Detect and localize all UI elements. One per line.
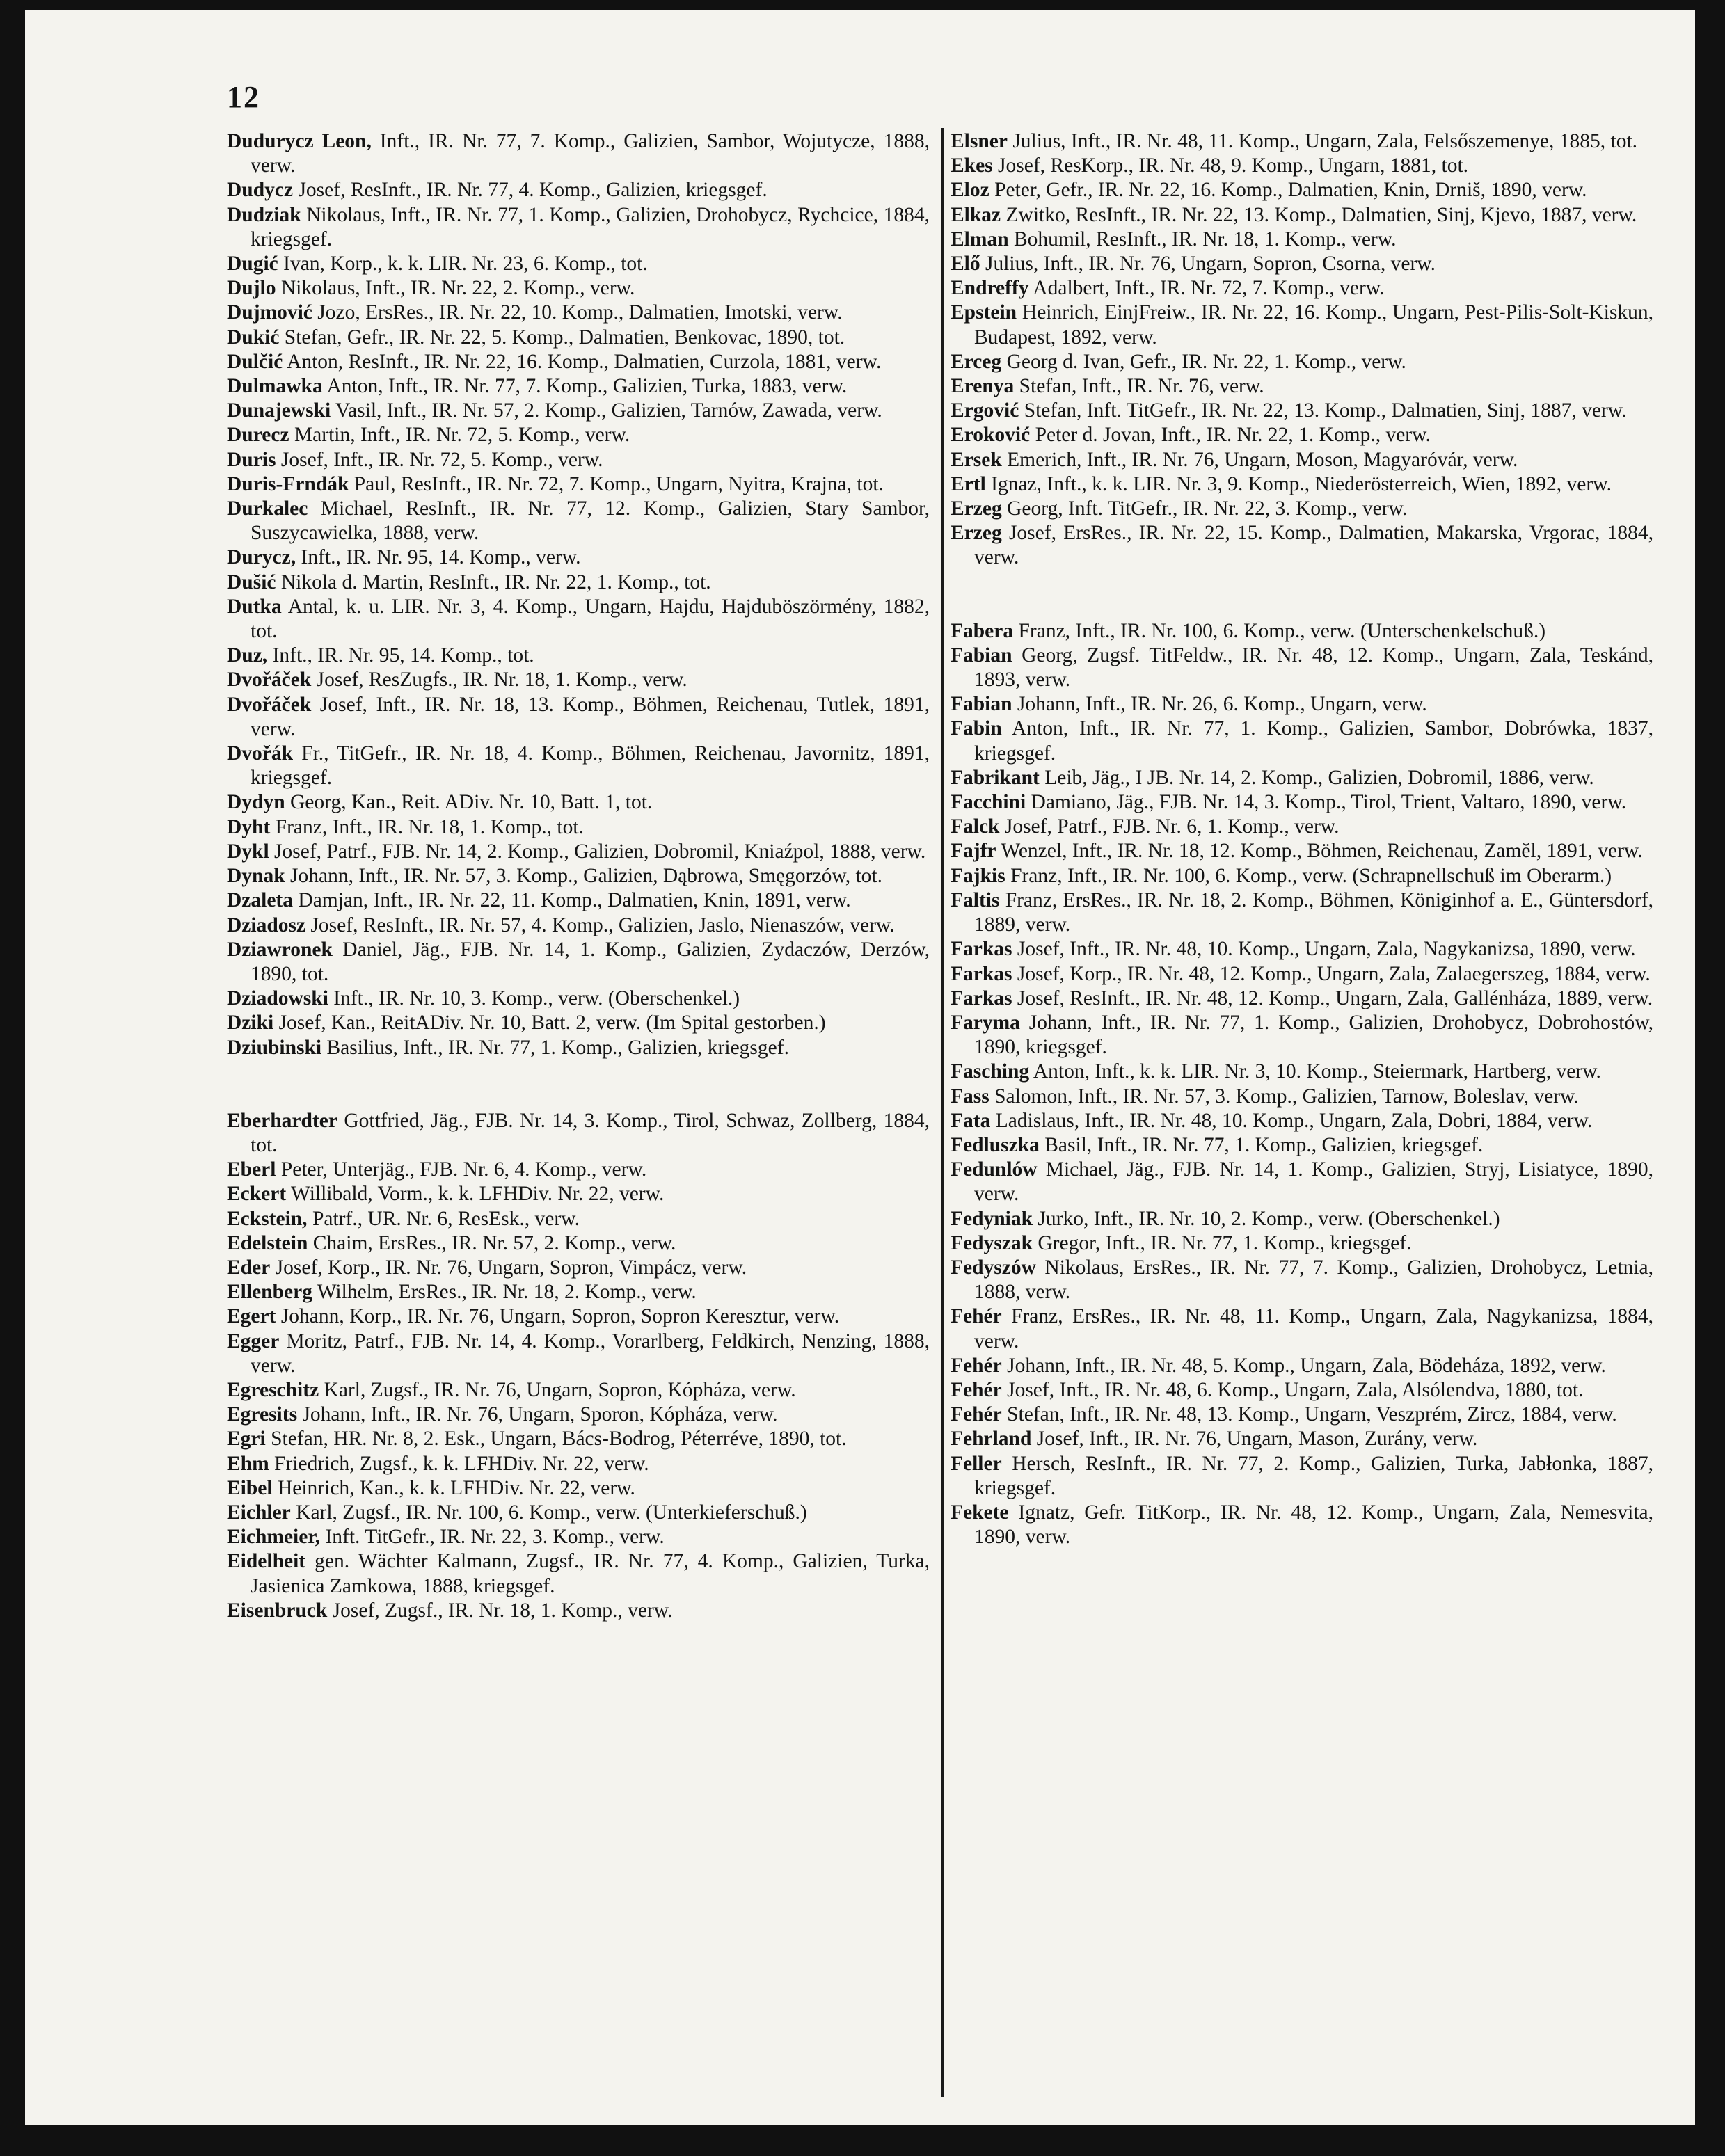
- entry: [951, 1109, 1653, 1133]
- entry-text: Josef, Kan., ReitADiv. Nr. 10, Batt. 2, verw. (Im Spital gestorben.): [273, 1012, 826, 1035]
- entry: [227, 1109, 930, 1158]
- section-d-entries: [227, 129, 930, 1060]
- entry-name: Eidelheit: [227, 1550, 306, 1573]
- entry-text: Georg d. Ivan, Gefr., IR. Nr. 22, 1. Komp., verw.: [1001, 350, 1406, 373]
- entry: [951, 1231, 1653, 1256]
- entry: [227, 1378, 930, 1403]
- entry: [227, 913, 930, 938]
- entry: [951, 1452, 1653, 1501]
- entry: [951, 301, 1653, 349]
- entry: [951, 129, 1653, 154]
- left-column: [227, 129, 930, 1623]
- entry-name: Fehér: [951, 1354, 1002, 1377]
- entry: [227, 938, 930, 987]
- entry: [227, 570, 930, 595]
- entry-text: Inft. TitGefr., IR. Nr. 22, 3. Komp., verw.: [320, 1526, 665, 1549]
- entry-name: Eder: [227, 1256, 271, 1279]
- entry: [227, 1256, 930, 1280]
- entry: [227, 423, 930, 447]
- entry-text: Franz, Inft., IR. Nr. 100, 6. Komp., verw. (Schrapnellschuß im Oberarm.): [1005, 864, 1612, 887]
- entry: [227, 252, 930, 276]
- entry: [951, 619, 1653, 644]
- entry: [951, 717, 1653, 765]
- entry-text: Josef, Korp., IR. Nr. 48, 12. Komp., Ungarn, Zala, Zalaegerszeg, 1884, verw.: [1012, 962, 1651, 985]
- entry: [227, 276, 930, 301]
- entry-name: Egert: [227, 1305, 276, 1328]
- entry: [227, 178, 930, 202]
- entry-name: Fabera: [951, 619, 1014, 642]
- entry-text: Willibald, Vorm., k. k. LFHDiv. Nr. 22, verw.: [286, 1183, 665, 1206]
- entry-name: Feller: [951, 1452, 1002, 1475]
- entry: [227, 644, 930, 668]
- entry-text: Inft., IR. Nr. 95, 14. Komp., tot.: [267, 644, 534, 667]
- entry-name: Dunajewski: [227, 399, 331, 422]
- entry: [227, 864, 930, 888]
- column-divider: [941, 128, 944, 2097]
- entry-text: Inft., IR. Nr. 10, 3. Komp., verw. (Oberschenkel.): [328, 987, 740, 1010]
- entry-name: Fedyszów: [951, 1256, 1036, 1279]
- entry: [951, 1403, 1653, 1427]
- entry-name: Fehér: [951, 1403, 1002, 1426]
- entry-text: Georg, Zugsf. TitFeldw., IR. Nr. 48, 12. Komp., Ungarn, Zala, Teskánd, 1893, verw.: [974, 644, 1653, 692]
- entry: [227, 301, 930, 325]
- entry-text: Peter d. Jovan, Inft., IR. Nr. 22, 1. Komp., verw.: [1030, 424, 1431, 447]
- entry-text: Stefan, HR. Nr. 8, 2. Esk., Ungarn, Bács-Bodrog, Péterréve, 1890, tot.: [265, 1428, 847, 1451]
- entry-text: Hersch, ResInft., IR. Nr. 77, 2. Komp., Galizien, Turka, Jabłonka, 1887, kriegsgef.: [974, 1452, 1653, 1499]
- entry-text: Bohumil, ResInft., IR. Nr. 18, 1. Komp., verw.: [1008, 227, 1397, 250]
- entry: [227, 1599, 930, 1623]
- entry: [227, 1182, 930, 1206]
- entry-name: Dziadosz: [227, 913, 306, 936]
- entry-name: Eichmeier,: [227, 1526, 321, 1549]
- entry: [227, 203, 930, 252]
- entry: [951, 644, 1653, 692]
- entry-name: Eichler: [227, 1501, 291, 1524]
- entry: [227, 1207, 930, 1231]
- entry-text: Heinrich, Kan., k. k. LFHDiv. Nr. 22, verw.: [272, 1476, 635, 1499]
- entry-name: Eberhardter: [227, 1109, 337, 1132]
- entry-text: Nikola d. Martin, ResInft., IR. Nr. 22, 1. Komp., tot.: [276, 570, 711, 593]
- entry: [227, 1403, 930, 1427]
- entry-name: Fabin: [951, 717, 1002, 740]
- entry-text: Franz, Inft., IR. Nr. 18, 1. Komp., tot.: [270, 815, 584, 838]
- entry: [227, 1427, 930, 1451]
- entry-name: Endreffy: [951, 277, 1029, 300]
- entry: [951, 1158, 1653, 1206]
- entry-name: Dzaleta: [227, 889, 294, 912]
- entry: [951, 227, 1653, 252]
- entry: [951, 1304, 1653, 1353]
- entry: [951, 1501, 1653, 1549]
- entry-text: Franz, Inft., IR. Nr. 100, 6. Komp., verw. (Unterschenkelschuß.): [1013, 619, 1546, 642]
- entry-name: Egger: [227, 1329, 280, 1352]
- entry-text: Josef, ResInft., IR. Nr. 48, 12. Komp., Ungarn, Zala, Gallénháza, 1889, verw.: [1012, 987, 1653, 1009]
- entry-text: Anton, Inft., IR. Nr. 77, 1. Komp., Galizien, Sambor, Dobrówka, 1837, kriegsgef.: [974, 717, 1653, 765]
- section-f-entries: [951, 619, 1653, 1550]
- entry-name: Ehm: [227, 1452, 269, 1475]
- entry-text: Georg, Kan., Reit. ADiv. Nr. 10, Batt. 1, tot.: [285, 791, 653, 814]
- entry: [227, 1329, 930, 1378]
- entry-name: Dyht: [227, 815, 271, 838]
- entry: [951, 1256, 1653, 1304]
- entry-text: Gottfried, Jäg., FJB. Nr. 14, 3. Komp., Tirol, Schwaz, Zollberg, 1884, tot.: [251, 1109, 930, 1156]
- entry-text: Anton, Inft., k. k. LIR. Nr. 3, 10. Komp., Steiermark, Hartberg, verw.: [1029, 1060, 1601, 1083]
- entry-name: Fehrland: [951, 1428, 1032, 1451]
- entry: [227, 1304, 930, 1329]
- entry: [227, 472, 930, 497]
- entry-name: Fedluszka: [951, 1133, 1040, 1156]
- entry: [951, 1354, 1653, 1378]
- entry: [227, 815, 930, 840]
- entry-name: Ergović: [951, 399, 1019, 422]
- entry: [951, 472, 1653, 497]
- entry: [951, 790, 1653, 815]
- entry-text: Anton, ResInft., IR. Nr. 22, 16. Komp., Dalmatien, Curzola, 1881, verw.: [283, 350, 882, 373]
- entry-text: Josef, Patrf., FJB. Nr. 6, 1. Komp., verw.: [999, 815, 1340, 838]
- entry: [951, 203, 1653, 227]
- entry-text: Peter, Gefr., IR. Nr. 22, 16. Komp., Dalmatien, Knin, Drniš, 1890, verw.: [989, 179, 1587, 202]
- entry: [951, 1133, 1653, 1158]
- entry-text: Karl, Zugsf., IR. Nr. 76, Ungarn, Sopron, Kópháza, verw.: [319, 1378, 796, 1401]
- entry-text: Fr., TitGefr., IR. Nr. 18, 4. Komp., Böhmen, Reichenau, Javornitz, 1891, kriegsgef.: [251, 742, 930, 790]
- entry-name: Fasching: [951, 1060, 1030, 1083]
- entry-text: Paul, ResInft., IR. Nr. 72, 7. Komp., Ungarn, Nyitra, Krajna, tot.: [349, 472, 884, 495]
- entry-text: Josef, Zugsf., IR. Nr. 18, 1. Komp., verw.: [327, 1599, 673, 1622]
- entry: [227, 595, 930, 644]
- entry-name: Ersek: [951, 448, 1002, 471]
- entry: [951, 374, 1653, 399]
- entry-text: Georg, Inft. TitGefr., IR. Nr. 22, 3. Komp., verw.: [1001, 497, 1408, 520]
- entry-text: Josef, ResInft., IR. Nr. 57, 4. Komp., Galizien, Jaslo, Nienaszów, verw.: [305, 913, 895, 936]
- entry: [951, 423, 1653, 447]
- entry-name: Egri: [227, 1428, 266, 1451]
- entry: [227, 1501, 930, 1525]
- entry: [227, 1525, 930, 1549]
- entry-text: Jurko, Inft., IR. Nr. 10, 2. Komp., verw. (Oberschenkel.): [1033, 1207, 1500, 1230]
- entry-text: Inft., IR. Nr. 95, 14. Komp., verw.: [296, 546, 581, 569]
- entry-text: Jozo, ErsRes., IR. Nr. 22, 10. Komp., Dalmatien, Imotski, verw.: [312, 301, 843, 324]
- entry-text: Josef, Inft., IR. Nr. 76, Ungarn, Mason, Zurány, verw.: [1031, 1428, 1478, 1451]
- entry: [227, 326, 930, 350]
- entry-text: Emerich, Inft., IR. Nr. 76, Ungarn, Moson, Magyaróvár, verw.: [1001, 448, 1518, 471]
- entry-text: Zwitko, ResInft., IR. Nr. 22, 13. Komp., Dalmatien, Sinj, Kjevo, 1887, verw.: [1001, 203, 1637, 226]
- entry: [227, 888, 930, 913]
- entry: [227, 1036, 930, 1060]
- entry: [951, 1378, 1653, 1403]
- entry-text: Wenzel, Inft., IR. Nr. 18, 12. Komp., Böhmen, Reichenau, Zamĕl, 1891, verw.: [996, 840, 1643, 863]
- entry-text: Julius, Inft., IR. Nr. 76, Ungarn, Sopron, Csorna, verw.: [980, 253, 1436, 276]
- entry-text: Ivan, Korp., k. k. LIR. Nr. 23, 6. Komp., tot.: [278, 253, 648, 276]
- entry-name: Dujmović: [227, 301, 312, 324]
- entry-name: Elman: [951, 227, 1009, 250]
- entry-name: Durkalec: [227, 497, 308, 520]
- entry-text: Antal, k. u. LIR. Nr. 3, 4. Komp., Ungarn, Hajdu, Hajduböszörmény, 1882, tot.: [251, 595, 930, 643]
- entry-name: Dulmawka: [227, 375, 323, 398]
- entry-name: Fajfr: [951, 840, 996, 863]
- entry-text: Johann, Korp., IR. Nr. 76, Ungarn, Sopron, Sopron Keresztur, verw.: [276, 1305, 840, 1328]
- entry-name: Fehér: [951, 1378, 1002, 1401]
- entry-name: Dudurycz Leon,: [227, 130, 372, 152]
- entry-name: Durecz: [227, 424, 289, 447]
- entry: [951, 497, 1653, 521]
- entry: [951, 350, 1653, 374]
- entry-name: Dvořák: [227, 742, 294, 765]
- entry-text: Daniel, Jäg., FJB. Nr. 14, 1. Komp., Galizien, Zydaczów, Derzów, 1890, tot.: [251, 938, 930, 985]
- entry: [951, 154, 1653, 178]
- entry-name: Fabrikant: [951, 766, 1040, 789]
- entry-name: Eberl: [227, 1158, 276, 1181]
- entry-text: Wilhelm, ErsRes., IR. Nr. 18, 2. Komp., verw.: [312, 1281, 697, 1304]
- entry: [951, 692, 1653, 717]
- entry-text: Ignatz, Gefr. TitKorp., IR. Nr. 48, 12. Komp., Ungarn, Zala, Nemesvita, 1890, verw.: [974, 1501, 1653, 1549]
- entry-text: Nikolaus, Inft., IR. Nr. 77, 1. Komp., Galizien, Drohobycz, Rychcice, 1884, kriegsgef.: [251, 203, 930, 250]
- entry-name: Duz,: [227, 644, 268, 667]
- entry-name: Elő: [951, 253, 980, 276]
- entry-name: Dušić: [227, 570, 276, 593]
- entry-text: Basilius, Inft., IR. Nr. 77, 1. Komp., Galizien, kriegsgef.: [321, 1036, 789, 1059]
- entry-name: Ellenberg: [227, 1281, 312, 1304]
- entry-text: Ignaz, Inft., k. k. LIR. Nr. 3, 9. Komp., Niederösterreich, Wien, 1892, verw.: [985, 472, 1612, 495]
- entry-text: Basil, Inft., IR. Nr. 77, 1. Komp., Galizien, kriegsgef.: [1039, 1133, 1484, 1156]
- entry: [951, 252, 1653, 276]
- entry-name: Eisenbruck: [227, 1599, 328, 1622]
- entry-name: Eckert: [227, 1183, 287, 1206]
- entry-text: Stefan, Inft. TitGefr., IR. Nr. 22, 13. Komp., Dalmatien, Sinj, 1887, verw.: [1019, 399, 1627, 422]
- entry: [951, 448, 1653, 472]
- entry-name: Dziawronek: [227, 938, 333, 961]
- entry-name: Fajkis: [951, 864, 1005, 887]
- entry: [227, 1158, 930, 1182]
- entry-text: Johann, Inft., IR. Nr. 77, 1. Komp., Galizien, Drohobycz, Dobrohostów, 1890, kriegsgef.: [974, 1011, 1653, 1059]
- entry-text: Leib, Jäg., I JB. Nr. 14, 2. Komp., Galizien, Dobromil, 1886, verw.: [1039, 766, 1594, 789]
- entry: [951, 1011, 1653, 1060]
- entry-name: Egreschitz: [227, 1378, 319, 1401]
- entry-name: Duris: [227, 448, 276, 471]
- entry-text: Patrf., UR. Nr. 6, ResEsk., verw.: [307, 1207, 580, 1230]
- entry: [951, 276, 1653, 301]
- entry-name: Dydyn: [227, 791, 285, 814]
- document-page: [25, 10, 1695, 2125]
- entry: [951, 1085, 1653, 1109]
- entry-text: Friedrich, Zugsf., k. k. LFHDiv. Nr. 22, verw.: [269, 1452, 649, 1475]
- entry-text: Johann, Inft., IR. Nr. 26, 6. Komp., Ungarn, verw.: [1012, 693, 1427, 716]
- entry-name: Edelstein: [227, 1231, 308, 1254]
- entry-name: Dziadowski: [227, 987, 328, 1010]
- entry-name: Dukić: [227, 326, 280, 349]
- entry-text: gen. Wächter Kalmann, Zugsf., IR. Nr. 77, 4. Komp., Galizien, Turka, Jasienica Zamkowa, 1888, kriegsgef.: [251, 1550, 930, 1597]
- entry-name: Dvořáček: [227, 669, 312, 692]
- entry: [951, 839, 1653, 863]
- entry-name: Eroković: [951, 424, 1031, 447]
- entry: [227, 840, 930, 864]
- entry: [227, 1452, 930, 1476]
- entry-name: Erzeg: [951, 497, 1002, 520]
- entry-text: Peter, Unterjäg., FJB. Nr. 6, 4. Komp., verw.: [276, 1158, 647, 1181]
- entry: [227, 742, 930, 790]
- entry-text: Damjan, Inft., IR. Nr. 22, 11. Komp., Dalmatien, Knin, 1891, verw.: [293, 889, 851, 912]
- entry-name: Fass: [951, 1085, 989, 1108]
- entry: [951, 1427, 1653, 1451]
- entry-name: Falck: [951, 815, 1000, 838]
- page-number: 12: [227, 80, 260, 114]
- entry: [227, 693, 930, 742]
- entry-name: Fabian: [951, 693, 1012, 716]
- entry-name: Durycz,: [227, 546, 296, 569]
- entry-name: Dudycz: [227, 179, 294, 202]
- entry-name: Fedyszak: [951, 1231, 1033, 1254]
- entry: [227, 448, 930, 472]
- entry: [951, 937, 1653, 961]
- right-column: [951, 129, 1653, 1549]
- entry: [951, 766, 1653, 790]
- entry: [227, 987, 930, 1011]
- entry-text: Johann, Inft., IR. Nr. 76, Ungarn, Sporon, Kópháza, verw.: [297, 1403, 778, 1426]
- entry-name: Elsner: [951, 130, 1008, 152]
- entry-text: Adalbert, Inft., IR. Nr. 72, 7. Komp., verw.: [1028, 277, 1385, 300]
- entry-text: Damiano, Jäg., FJB. Nr. 14, 3. Komp., Tirol, Trient, Valtaro, 1890, verw.: [1026, 791, 1627, 814]
- entry-name: Dziki: [227, 1012, 274, 1035]
- entry-text: Michael, Jäg., FJB. Nr. 14, 1. Komp., Galizien, Stryj, Lisiatyce, 1890, verw.: [974, 1158, 1653, 1206]
- entry-text: Josef, Inft., IR. Nr. 48, 10. Komp., Ungarn, Zala, Nagykanizsa, 1890, verw.: [1012, 938, 1636, 961]
- entry: [951, 864, 1653, 888]
- entry-name: Fedunlów: [951, 1158, 1038, 1181]
- entry-name: Eloz: [951, 179, 989, 202]
- section-e-entries: [227, 1109, 930, 1623]
- entry-text: Inft., IR. Nr. 77, 7. Komp., Galizien, Sambor, Wojutycze, 1888, verw.: [251, 130, 930, 177]
- entry: [227, 1549, 930, 1598]
- entry-text: Michael, ResInft., IR. Nr. 77, 12. Komp., Galizien, Stary Sambor, Suszycawielka, 1888, verw.: [251, 497, 930, 545]
- entry-text: Salomon, Inft., IR. Nr. 57, 3. Komp., Galizien, Tarnow, Boleslav, verw.: [989, 1085, 1579, 1108]
- entry-name: Dugić: [227, 253, 278, 276]
- entry-text: Josef, ResKorp., IR. Nr. 48, 9. Komp., Ungarn, 1881, tot.: [992, 154, 1469, 177]
- entry: [227, 1476, 930, 1501]
- entry-name: Fabian: [951, 644, 1012, 666]
- entry-name: Epstein: [951, 301, 1017, 324]
- entry-text: Johann, Inft., IR. Nr. 48, 5. Komp., Ungarn, Zala, Bödeháza, 1892, verw.: [1001, 1354, 1606, 1377]
- entry-name: Dulčić: [227, 350, 283, 373]
- entry-name: Faryma: [951, 1011, 1020, 1034]
- entry-name: Ertl: [951, 472, 986, 495]
- entry-text: Johann, Inft., IR. Nr. 57, 3. Komp., Galizien, Dąbrowa, Smęgorzów, tot.: [285, 865, 882, 888]
- entry-text: Martin, Inft., IR. Nr. 72, 5. Komp., verw.: [289, 424, 630, 447]
- entry: [227, 497, 930, 545]
- entry-text: Gregor, Inft., IR. Nr. 77, 1. Komp., kriegsgef.: [1033, 1231, 1412, 1254]
- entry: [227, 399, 930, 423]
- entry-name: Fehér: [951, 1305, 1002, 1328]
- section-gap: [951, 570, 1653, 619]
- entry-text: Franz, ErsRes., IR. Nr. 48, 11. Komp., Ungarn, Zala, Nagykanizsa, 1884, verw.: [974, 1305, 1653, 1352]
- section-e-entries: [951, 129, 1653, 570]
- entry-text: Josef, ResInft., IR. Nr. 77, 4. Komp., Galizien, kriegsgef.: [293, 179, 768, 202]
- entry: [227, 129, 930, 178]
- entry: [951, 521, 1653, 570]
- entry-text: Stefan, Inft., IR. Nr. 48, 13. Komp., Ungarn, Veszprém, Zircz, 1884, verw.: [1001, 1403, 1617, 1426]
- entry-text: Ladislaus, Inft., IR. Nr. 48, 10. Komp., Ungarn, Zala, Dobri, 1884, verw.: [990, 1109, 1593, 1132]
- entry-text: Nikolaus, ErsRes., IR. Nr. 77, 7. Komp., Galizien, Drohobycz, Letnia, 1888, verw.: [974, 1256, 1653, 1304]
- entry: [951, 815, 1653, 839]
- entry: [227, 545, 930, 570]
- entry-name: Eckstein,: [227, 1207, 308, 1230]
- entry: [227, 668, 930, 692]
- entry-name: Dudziak: [227, 203, 301, 226]
- entry-name: Eibel: [227, 1476, 273, 1499]
- entry: [951, 962, 1653, 987]
- entry: [227, 1011, 930, 1035]
- entry-text: Josef, ResZugfs., IR. Nr. 18, 1. Komp., verw.: [311, 669, 687, 692]
- entry-text: Karl, Zugsf., IR. Nr. 100, 6. Komp., verw. (Unterkieferschuß.): [290, 1501, 807, 1524]
- entry: [227, 350, 930, 374]
- entry-name: Farkas: [951, 962, 1012, 985]
- entry-text: Stefan, Gefr., IR. Nr. 22, 5. Komp., Dalmatien, Benkovac, 1890, tot.: [279, 326, 845, 349]
- entry-name: Erenya: [951, 375, 1015, 398]
- entry-name: Dykl: [227, 840, 269, 863]
- entry-text: Josef, Inft., IR. Nr. 48, 6. Komp., Ungarn, Zala, Alsólendva, 1880, tot.: [1001, 1378, 1584, 1401]
- entry-text: Josef, Patrf., FJB. Nr. 14, 2. Komp., Galizien, Dobromil, Kniaźpol, 1888, verw.: [269, 840, 926, 863]
- entry-text: Anton, Inft., IR. Nr. 77, 7. Komp., Galizien, Turka, 1883, verw.: [322, 375, 848, 398]
- section-gap: [227, 1060, 930, 1109]
- entry-name: Erzeg: [951, 522, 1002, 545]
- entry-text: Josef, ErsRes., IR. Nr. 22, 15. Komp., Dalmatien, Makarska, Vrgorac, 1884, verw.: [974, 522, 1653, 569]
- entry-name: Erceg: [951, 350, 1002, 373]
- entry-name: Farkas: [951, 987, 1012, 1009]
- entry-name: Facchini: [951, 791, 1026, 814]
- entry-name: Farkas: [951, 938, 1012, 961]
- entry: [227, 790, 930, 815]
- entry-text: Heinrich, EinjFreiw., IR. Nr. 22, 16. Komp., Ungarn, Pest-Pilis-Solt-Kiskun, Budapest, 1892, verw.: [974, 301, 1653, 349]
- entry-text: Julius, Inft., IR. Nr. 48, 11. Komp., Ungarn, Zala, Felsőszemenye, 1885, tot.: [1007, 130, 1638, 152]
- entry: [227, 374, 930, 399]
- entry-name: Dutka: [227, 595, 282, 618]
- entry-text: Chaim, ErsRes., IR. Nr. 57, 2. Komp., verw.: [308, 1231, 676, 1254]
- entry: [227, 1280, 930, 1304]
- entry-name: Fedyniak: [951, 1207, 1033, 1230]
- entry-name: Dujlo: [227, 277, 276, 300]
- entry-text: Josef, Inft., IR. Nr. 18, 13. Komp., Böhmen, Reichenau, Tutlek, 1891, verw.: [251, 693, 930, 740]
- entry-name: Egresits: [227, 1403, 298, 1426]
- entry: [951, 178, 1653, 202]
- entry-name: Dvořáček: [227, 693, 312, 716]
- entry-text: Stefan, Inft., IR. Nr. 76, verw.: [1014, 375, 1264, 398]
- entry-name: Dynak: [227, 865, 285, 888]
- entry-text: Nikolaus, Inft., IR. Nr. 22, 2. Komp., verw.: [276, 277, 635, 300]
- entry-name: Duris-Frndák: [227, 472, 349, 495]
- entry-name: Elkaz: [951, 203, 1001, 226]
- entry-name: Fata: [951, 1109, 991, 1132]
- entry-text: Josef, Inft., IR. Nr. 72, 5. Komp., verw.: [276, 448, 603, 471]
- entry: [951, 1207, 1653, 1231]
- entry-text: Franz, ErsRes., IR. Nr. 18, 2. Komp., Böhmen, Königinhof a. E., Güntersdorf, 1889, verw.: [974, 888, 1653, 936]
- entry: [951, 888, 1653, 937]
- entry: [951, 1060, 1653, 1084]
- entry: [951, 399, 1653, 423]
- entry-name: Fekete: [951, 1501, 1009, 1524]
- entry-text: Moritz, Patrf., FJB. Nr. 14, 4. Komp., Vorarlberg, Feldkirch, Nenzing, 1888, verw.: [251, 1329, 930, 1377]
- entry-text: Josef, Korp., IR. Nr. 76, Ungarn, Sopron, Vimpácz, verw.: [270, 1256, 747, 1279]
- entry: [951, 987, 1653, 1011]
- entry-text: Vasil, Inft., IR. Nr. 57, 2. Komp., Galizien, Tarnów, Zawada, verw.: [331, 399, 882, 422]
- entry: [227, 1231, 930, 1256]
- entry-name: Faltis: [951, 888, 1000, 911]
- entry-name: Dziubinski: [227, 1036, 322, 1059]
- entry-name: Ekes: [951, 154, 993, 177]
